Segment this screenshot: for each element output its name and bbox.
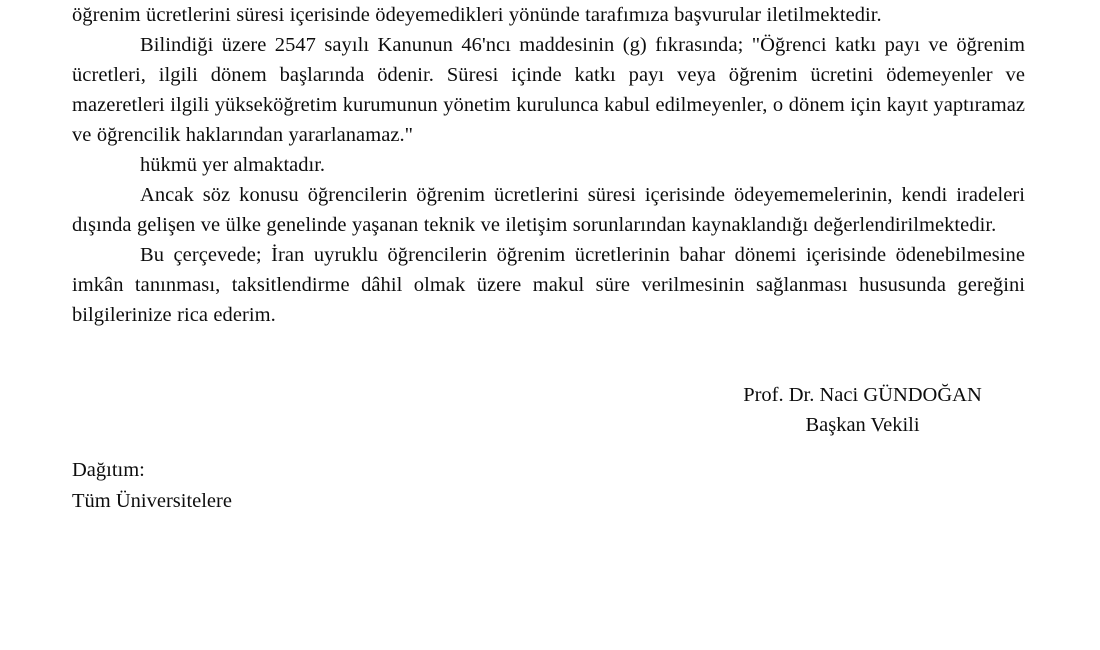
- document-body: [72, 0, 1025, 330]
- distribution-label: Dağıtım:: [72, 459, 145, 481]
- paragraph-assessment: Ancak söz konusu öğrencilerin öğrenim ücretlerini süresi içerisinde ödeyememelerinin, kendi iradeleri dışında gelişen ve ülke genelinde yaşanan teknik ve iletişim sorunlarından kaynaklandığı değerlendirilmektedir.: [72, 184, 1025, 236]
- paragraph-law-quotation: Bilindiği üzere 2547 sayılı Kanunun 46'ncı maddesinin (g) fıkrasında; "Öğrenci katkı payı ve öğrenim ücretleri, ilgili dönem başlarında ödenir. Süresi içinde katkı payı veya öğrenim ücretini ödemeyenler ve mazeretleri ilgili yükseköğretim kurumunun yönetim kurulunca kabul edilmeyenler, o dönem için kayıt yaptıramaz ve öğrencilik haklarından yararlanamaz.": [72, 34, 1025, 146]
- signatory-name: Prof. Dr. Naci GÜNDOĞAN: [743, 384, 982, 406]
- signatory-title: Başkan Vekili: [805, 414, 920, 436]
- distribution-block: [72, 455, 232, 517]
- distribution-target: Tüm Üniversitelere: [72, 490, 232, 512]
- paragraph-continuation: öğrenim ücretlerini süresi içerisinde ödeyemedikleri yönünde tarafımıza başvurular iletilmektedir.: [72, 4, 882, 26]
- paragraph-hukmu: hükmü yer almaktadır.: [140, 154, 326, 176]
- signature-block: [700, 380, 1025, 440]
- paragraph-request: Bu çerçevede; İran uyruklu öğrencilerin öğrenim ücretlerinin bahar dönemi içerisinde ödenebilmesine imkân tanınması, taksitlendirme dâhil olmak üzere makul süre verilmesinin sağlanması hususunda gereğini bilgilerinize rica ederim.: [72, 244, 1025, 326]
